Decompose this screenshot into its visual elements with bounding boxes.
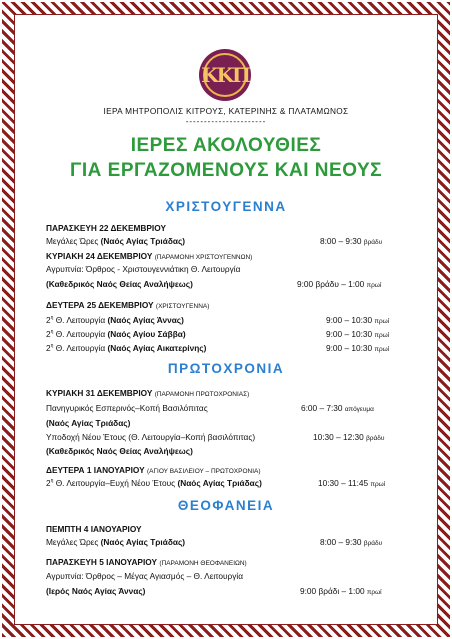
page-title-line1: ΙΕΡΕΣ ΑΚΟΛΟΥΘΙΕΣ <box>130 135 322 156</box>
entry-service: Μεγάλες Ώρες (Ναός Αγίας Τριάδας) <box>46 236 186 246</box>
entry-day: ΔΕΥΤΕΡΑ 25 ΔΕΚΕΜΒΡΙΟΥ (ΧΡΙΣΤΟΥΓΕΝΝΑ) <box>46 300 210 310</box>
entry-time: 9:00 βράδυ – 1:00 πρωί <box>297 279 382 289</box>
entry-service: Υποδοχή Νέου Έτους (Θ. Λειτουργία–Κοπή βασιλόπιτας) <box>46 432 256 442</box>
entry-service: Πανηγυρικός Εσπερινός–Κοπή Βασιλόπιτας <box>46 403 208 413</box>
entry-service: $2^\eta$ Θ. Λειτουργία (Ναός Αγίου Σάββα) <box>46 329 186 339</box>
page-title-line2: ΓΙΑ ΕΡΓΑΖΟΜΕΝΟΥΣ ΚΑΙ ΝΕΟΥΣ <box>69 160 383 181</box>
entry-time: 8:00 – 9:30 βράδυ <box>320 537 383 547</box>
entry-service: Μεγάλες Ώρες (Ναός Αγίας Τριάδας) <box>46 537 186 547</box>
section-christmas: ΧΡΙΣΤΟΥΓΕΝΝΑ <box>165 199 287 214</box>
entry-church: (Ναός Αγίας Τριάδας) <box>46 418 131 428</box>
entry-service: $2^\eta$ Θ. Λειτουργία (Ναός Αγίας Αικατερίνης) <box>46 343 207 353</box>
metropolis-name: ΙΕΡΑ ΜΗΤΡΟΠΟΛΙΣ ΚΙΤΡΟΥΣ, ΚΑΤΕΡΙΝΗΣ & ΠΛΑΤΑΜΩΝΟΣ <box>103 106 349 116</box>
entry-service: Αγρυπνία: Όρθρος - Χριστουγεννιάτικη Θ. Λειτουργία <box>46 264 241 274</box>
entry-time: 8:00 – 9:30 βράδυ <box>320 236 383 246</box>
entry-church: (Ιερός Ναός Αγίας Άννας) <box>46 586 146 596</box>
entry-day: ΔΕΥΤΕΡΑ 1 ΙΑΝΟΥΑΡΙΟΥ (ΑΓΙΟΥ ΒΑΣΙΛΕΙΟΥ – ΠΡΩΤΟΧΡΟΝΙΑ) <box>46 465 261 475</box>
entry-day: ΠΕΜΠΤΗ 4 ΙΑΝΟΥΑΡΙΟΥ <box>46 524 142 534</box>
entry-time: 10:30 – 11:45 πρωί <box>318 478 386 488</box>
divider-dashes: ---------------------- <box>185 117 267 126</box>
entry-time: 9:00 – 10:30 πρωί <box>326 329 390 339</box>
entry-day: ΠΑΡΑΣΚΕΥΗ 22 ΔΕΚΕΜΒΡΙΟΥ <box>46 223 166 233</box>
entry-church: (Καθεδρικός Ναός Θείας Αναλήψεως) <box>46 279 193 289</box>
metropolis-logo <box>199 49 251 101</box>
entry-time: 10:30 – 12:30 βράδυ <box>313 432 385 442</box>
section-newyear: ΠΡΩΤΟΧΡΟΝΙΑ <box>167 361 285 376</box>
entry-service: $2^\eta$ Θ. Λειτουργία–Ευχή Νέου Έτους (Ναός Αγίας Τριάδας) <box>46 478 262 488</box>
entry-service: Αγρυπνία: Όρθρος – Μέγας Αγιασμός – Θ. Λειτουργία <box>46 571 244 581</box>
logo-monogram: ΚΚΠ <box>201 63 249 87</box>
entry-church: (Καθεδρικός Ναός Θείας Αναλήψεως) <box>46 446 193 456</box>
entry-service: $2^\eta$ Θ. Λειτουργία (Ναός Αγίας Άννας) <box>46 315 184 325</box>
entry-time: 9:00 – 10:30 πρωί <box>326 343 390 353</box>
entry-time: 9:00 βράδι – 1:00 πρωί <box>300 586 382 596</box>
section-epiphany: ΘΕΟΦΑΝΕΙΑ <box>177 498 275 513</box>
entry-time: 6:00 – 7:30 απόγευμα <box>301 403 374 413</box>
entry-time: 9:00 – 10:30 πρωί <box>326 315 390 325</box>
entry-day: ΠΑΡΑΣΚΕΥΗ 5 ΙΑΝΟΥΑΡΙΟΥ (ΠΑΡΑΜΟΝΗ ΘΕΟΦΑΝΕΙΩΝ) <box>46 557 247 567</box>
entry-day: ΚΥΡΙΑΚΗ 31 ΔΕΚΕΜΒΡΙΟΥ (ΠΑΡΑΜΟΝΗ ΠΡΩΤΟΧΡΟΝΙΑΣ) <box>46 388 250 398</box>
entry-day: ΚΥΡΙΑΚΗ 24 ΔΕΚΕΜΒΡΙΟΥ (ΠΑΡΑΜΟΝΗ ΧΡΙΣΤΟΥΓΕΝΝΩΝ) <box>46 251 253 261</box>
